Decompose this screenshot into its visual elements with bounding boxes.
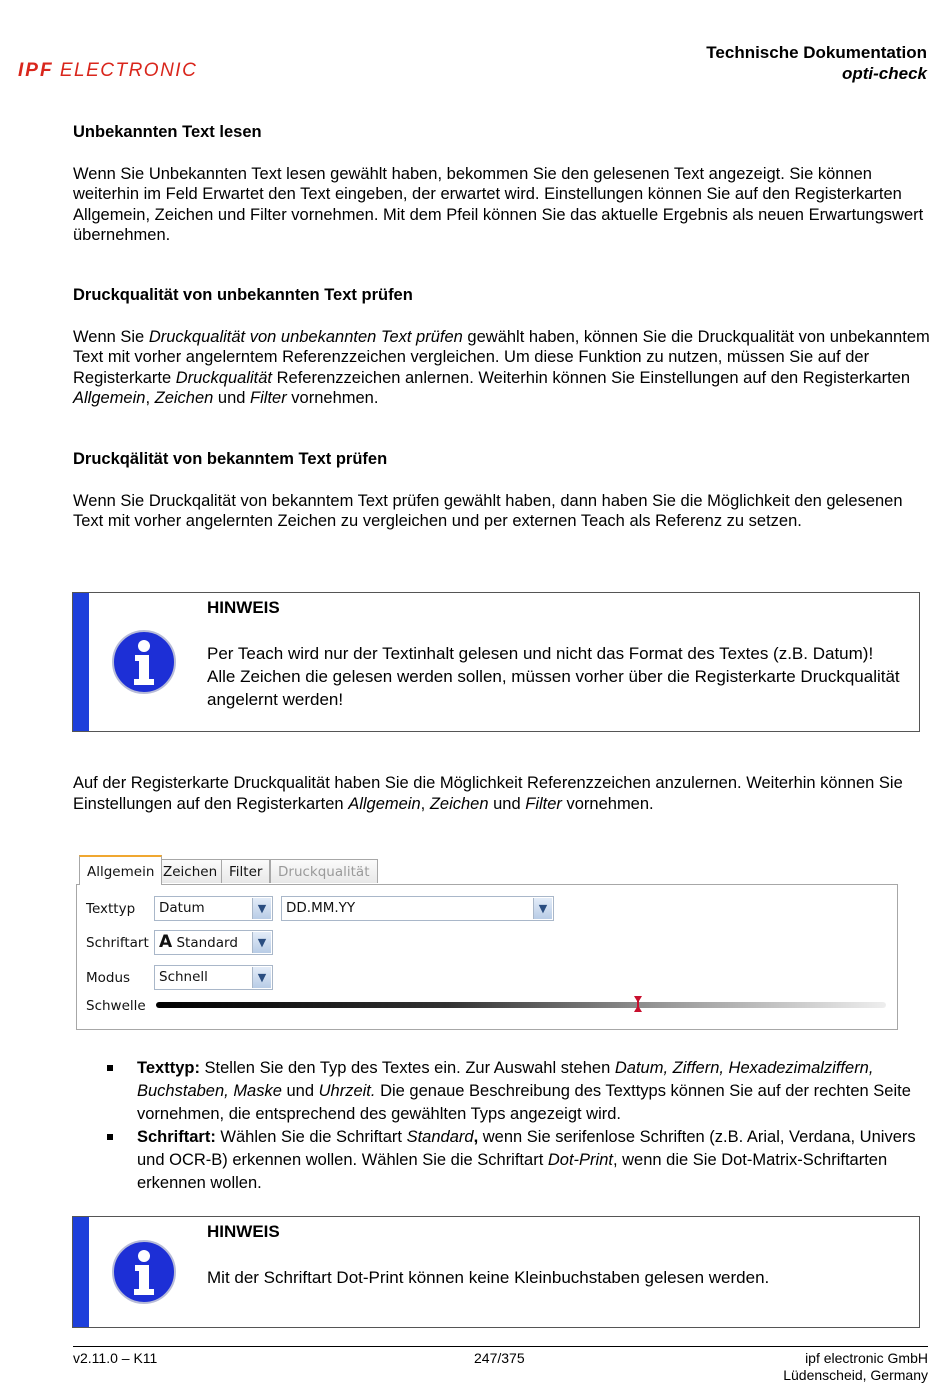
settings-bullet-list [107,1057,933,1195]
section-unknown-text [73,122,933,246]
footer-version: v2.11.0 – K11 [73,1350,158,1366]
list-item: Schriftart: Wählen Sie die Schriftart Standard, wenn Sie serifenlose Schriften (z.B. Arial, Verdana, Univers und OCR-B) erkennen wollen. Wählen Sie die Schriftart Dot-Print, wenn die Sie Dot-Matrix-Schriftarten erkennen wollen. [107,1126,933,1195]
notice-text: Per Teach wird nur der Textinhalt gelesen und nicht das Format des Textes (z.B. Datum)! [207,644,874,663]
bullet-square-icon [107,1134,113,1140]
notice-accent-bar [73,593,89,731]
footer-page-number: 247/375 [474,1350,525,1366]
footer-company-name: ipf electronic GmbH [805,1350,928,1366]
chevron-down-icon[interactable]: ▼ [252,898,271,919]
notice-title: HINWEIS [207,1222,280,1241]
settings-dialog [76,855,898,1030]
notice-accent-bar [73,1217,89,1327]
tab-druckqualitaet[interactable]: Druckqualität [270,859,378,883]
label-schwelle: Schwelle [86,998,146,1014]
paragraph-print-quality-tab: Auf der Registerkarte Druckqualität haben Sie die Möglichkeit Referenzzeichen anzulernen. Weiterhin können Sie Einstellungen auf den Registerkarten Allgemein, Zeichen und Filter vornehmen. [73,774,903,813]
tab-bar [76,855,898,885]
section-heading: Unbekannten Text lesen [73,123,262,141]
bullet-square-icon [107,1065,113,1071]
section-heading: Druckqälität von bekanntem Text prüfen [73,450,388,468]
slider-thumb[interactable] [634,996,642,1012]
logo-ipf: IPF [18,60,54,81]
notice-box [72,592,920,732]
section-body: Wenn Sie Druckqalität von bekanntem Text prüfen gewählt haben, dann haben Sie die Möglichkeit den gelesenen Text mit vorher angelernten Zeichen zu vergleichen und per externen Teach als Referenz zu setzen. [73,491,903,530]
company-logo [18,60,197,82]
notice-text: Mit der Schriftart Dot-Print können keine Kleinbuchstaben gelesen werden. [207,1268,770,1287]
chevron-down-icon[interactable]: ▼ [533,898,552,919]
chevron-down-icon[interactable]: ▼ [252,967,271,988]
tab-panel-allgemein [76,884,898,1030]
notice-text: Alle Zeichen die gelesen werden sollen, müssen vorher über die Registerkarte Druckqualität angelernt werden! [207,667,900,709]
section-heading: Druckqualität von unbekannten Text prüfen [73,286,413,304]
document-header [706,42,927,84]
schriftart-select[interactable]: A Standard ▼ [154,930,273,955]
tab-filter[interactable]: Filter [221,859,270,883]
tab-allgemein[interactable]: Allgemein [79,855,162,885]
section-body: Wenn Sie Unbekannten Text lesen gewählt haben, bekommen Sie den gelesenen Text angezeigt. Sie können weiterhin im Feld Erwartet den Text eingeben, der erwartet wird. Einstellungen können Sie auf den Registerkarten Allgemein, Zeichen und Filter vornehmen. Mit dem Pfeil können Sie das aktuelle Ergebnis als neuen Erwartungswert übernehmen. [73,164,924,244]
tab-zeichen[interactable]: Zeichen [155,859,225,883]
font-icon: A [159,932,173,952]
notice-title: HINWEIS [207,598,280,617]
texttyp-select[interactable]: Datum ▼ [154,896,273,921]
footer-location: Lüdenscheid, Germany [783,1367,928,1383]
notice-box [72,1216,920,1328]
label-schriftart: Schriftart [86,935,149,951]
modus-select[interactable]: Schnell ▼ [154,965,273,990]
schwelle-slider[interactable] [156,1002,886,1008]
list-item: Texttyp: Stellen Sie den Typ des Textes ein. Zur Auswahl stehen Datum, Ziffern, Hexadezimalziffern, Buchstaben, Maske und Uhrzeit. Die genaue Beschreibung des Texttyps können Sie auf der rechten Seite vornehmen, die entsprechend des gewählten Typs angezeigt wird. [107,1057,933,1126]
label-texttyp: Texttyp [86,901,136,917]
doc-title: Technische Dokumentation [706,43,927,62]
info-icon [111,1239,177,1305]
label-modus: Modus [86,970,131,986]
format-select[interactable]: DD.MM.YY ▼ [281,896,554,921]
logo-electronic: ELECTRONIC [59,60,198,81]
section-print-quality-unknown [73,285,933,409]
section-body: Wenn Sie Druckqualität von unbekannten Text prüfen gewählt haben, können Sie die Druckqualität von unbekanntem Text mit vorher angelerntem Referenzzeichen vergleichen. Um diese Funktion zu nutzen, müssen Sie auf der Registerkarte Druckqualität Referenzzeichen anlernen. Weiterhin können Sie Einstellungen auf den Registerkarten Allgemein, Zeichen und Filter vornehmen. [73,327,930,407]
footer-company [783,1350,928,1384]
info-icon [111,629,177,695]
section-print-quality-known [73,449,933,532]
footer-divider [73,1346,928,1347]
doc-subtitle: opti-check [841,64,927,83]
chevron-down-icon[interactable]: ▼ [252,932,271,953]
